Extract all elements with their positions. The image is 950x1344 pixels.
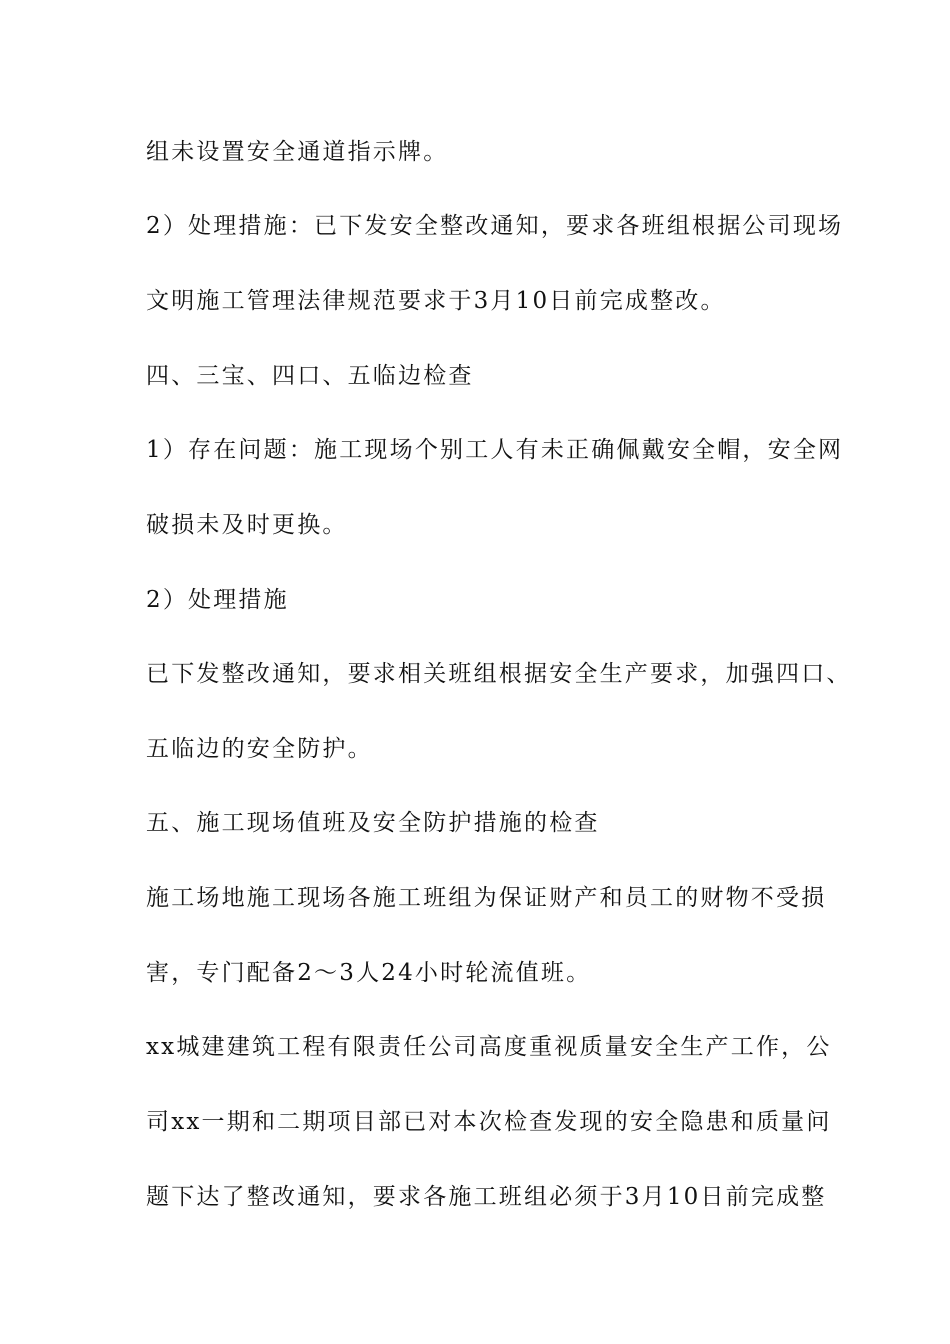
paragraph-line: 文明施工管理法律规范要求于3月10日前完成整改。 — [146, 288, 726, 314]
paragraph-line: 破损未及时更换。 — [146, 512, 348, 538]
paragraph-line: 2）处理措施：已下发安全整改通知，要求各班组根据公司现场 — [146, 213, 844, 239]
section-heading: 四、三宝、四口、五临边检查 — [146, 363, 474, 389]
section-heading: 五、施工现场值班及安全防护措施的检查 — [146, 810, 600, 836]
paragraph-line: xx城建建筑工程有限责任公司高度重视质量安全生产工作，公 — [146, 1034, 832, 1060]
paragraph-line: 1）存在问题：施工现场个别工人有未正确佩戴安全帽，安全网 — [146, 437, 844, 463]
paragraph-line: 题下达了整改通知，要求各施工班组必须于3月10日前完成整 — [146, 1184, 827, 1210]
paragraph-line: 司xx一期和二期项目部已对本次检查发现的安全隐患和质量问 — [146, 1109, 832, 1135]
paragraph-line: 施工场地施工现场各施工班组为保证财产和员工的财物不受损 — [146, 885, 827, 911]
paragraph-line: 害，专门配备2～3人24小时轮流值班。 — [146, 960, 592, 986]
paragraph-line: 组未设置安全通道指示牌。 — [146, 139, 449, 165]
paragraph-line: 已下发整改通知，要求相关班组根据安全生产要求，加强四口、 — [146, 661, 852, 687]
paragraph-line: 五临边的安全防护。 — [146, 736, 373, 762]
subheading-line: 2）处理措施 — [146, 587, 289, 613]
